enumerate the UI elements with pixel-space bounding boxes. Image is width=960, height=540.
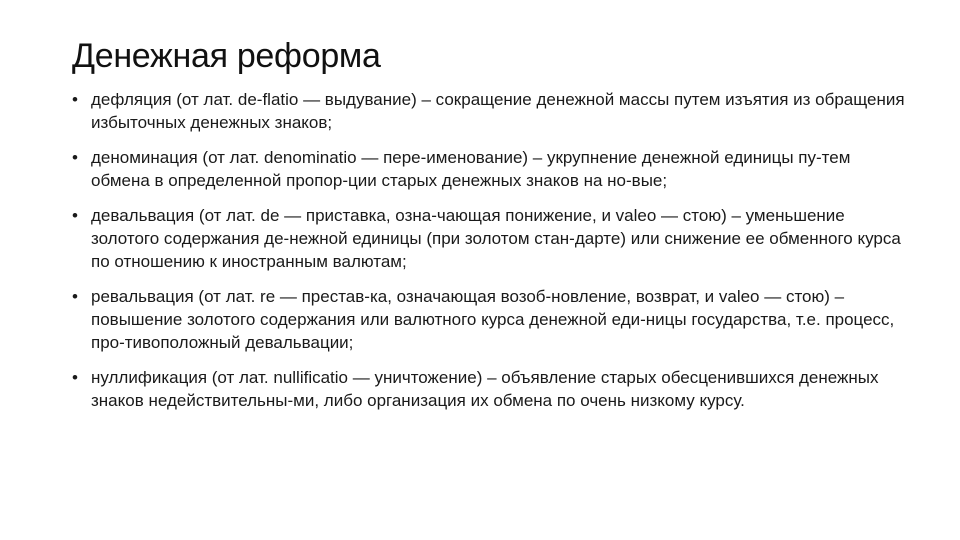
bullet-icon: • (72, 368, 78, 387)
bullet-icon: • (72, 287, 78, 306)
bullet-item-devaluation (72, 204, 912, 273)
bullet-text: девальвация (от лат. de — приставка, озна-чающая понижение, и valeo — стою) – уменьшение золотого содержания де-нежной единицы (при золотом стан-дарте) или снижение ее обменного курса по отношению к иностранным валютам; (91, 206, 901, 271)
bullet-text: нуллификация (от лат. nullificatio — уничтожение) – объявление старых обесценившихся денежных знаков недействительны-ми, либо организация их обмена по очень низкому курсу. (91, 368, 879, 410)
bullet-item-denomination (72, 146, 912, 192)
bullet-text: деноминация (от лат. denominatio — пере-именование) – укрупнение денежной единицы пу-тем обмена в определенной пропор-ции старых денежных знаков на но-вые; (91, 148, 851, 190)
bullet-item-deflation (72, 88, 912, 134)
bullet-icon: • (72, 148, 78, 167)
bullet-list (72, 88, 912, 424)
bullet-icon: • (72, 206, 78, 225)
bullet-text: ревальвация (от лат. re — престав-ка, означающая возоб-новление, возврат, и valeo — стою) – повышение золотого содержания или валютного курса денежной еди-ницы государства, т.е. процесс, про-тивоположный девальвации; (91, 287, 895, 352)
bullet-item-revaluation (72, 285, 912, 354)
slide-title: Денежная реформа (72, 37, 381, 75)
bullet-icon: • (72, 90, 78, 109)
bullet-item-nullification (72, 366, 912, 412)
bullet-text: дефляция (от лат. de-flatio — выдувание) – сокращение денежной массы путем изъятия из обращения избыточных денежных знаков; (91, 90, 905, 132)
